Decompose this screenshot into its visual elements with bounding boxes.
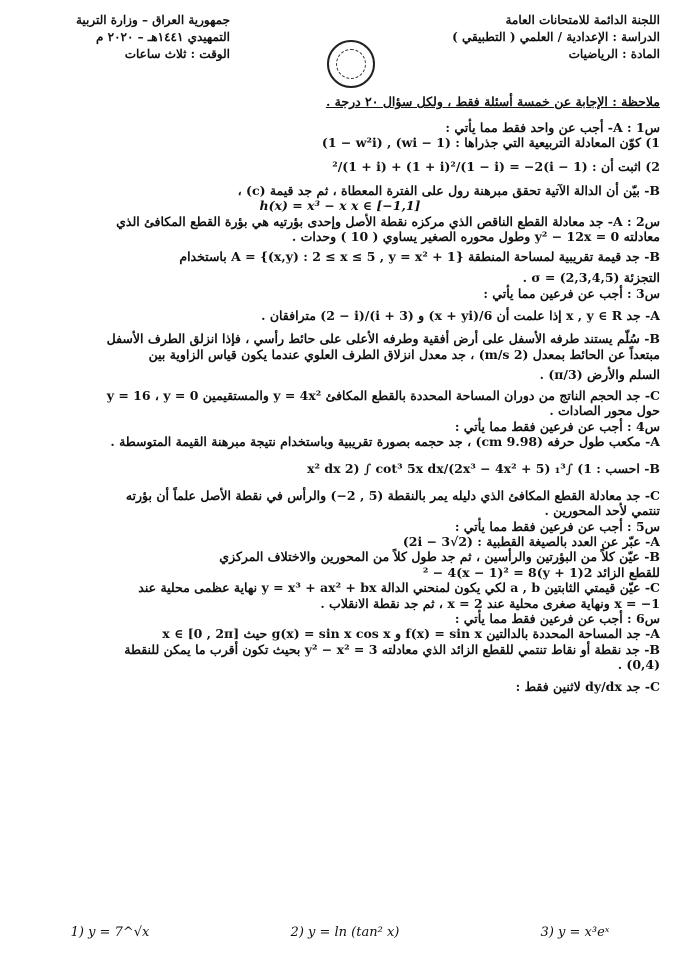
question-line: س5 : أجب عن فرعين فقط مما يأتي : [454, 518, 660, 534]
question-line: B- سُلّم يستند طرفه الأسفل على أرض أفقية وطرفه الأعلى على حائط رأسي ، فإذا انزلق الطرف الأسفل [106, 331, 660, 347]
question-line: A- جد المساحة المحددة بالدالتين f(x) = sin x و g(x) = sin x cos x حيث x ∈ [0 , 2π] [162, 626, 660, 642]
derivative-item: 2) y = ln (tan² x) [290, 925, 400, 940]
question-line: حول محور الصادات . [549, 403, 660, 419]
question-line: C- جد dy/dx لاثنين فقط : [515, 678, 660, 694]
question-line: س2 : A- جد معادلة القطع الناقص الذي مركزه نقطة الأصل وإحدى بؤرتيه هي بؤرة القطع المكافئ الذي [116, 213, 660, 229]
header-right-line: الدراسة : الإعدادية / العلمي ( التطبيقي ) [452, 30, 660, 44]
question-line: (0,4) . [617, 657, 660, 673]
question-line: B- عيّن كلاً من البؤرتين والرأسين ، ثم جد طول كلاً من المحورين والاختلاف المركزي [219, 549, 660, 565]
question-line: للقطع الزائد 2(y + 1)² − 4(x − 1)² = 8 [422, 564, 660, 580]
question-line: B- احسب : 1) ∫₁³ (2x³ − 4x² + 5)/x² dx 2) ∫ cot³ 5x dx [307, 460, 660, 476]
header-left [40, 12, 230, 63]
question-line: س1 : A- أجب عن واحد فقط مما يأتي : [445, 120, 660, 135]
question-line: C- جد الحجم الناتج من دوران المساحة المحددة بالقطع المكافئ y = 4x² والمستقيمين y = 16 ، y = 0 [106, 388, 660, 404]
question-line: س6 : أجب عن فرعين فقط مما يأتي : [454, 610, 660, 626]
question-line: 1) كوّن المعادلة التربيعية التي جذراها : (1 − wi) , (1 − w²i) [321, 135, 660, 151]
question-line: معادلته y² − 12x = 0 وطول محوره الصغير يساوي ( 10 ) وحدات . [291, 229, 660, 245]
question-line: A- جد x , y ∈ R إذا علمت أن 6/(x + yi) و (3 + i)/(2 − i) مترافقان . [261, 308, 660, 324]
question-line: س4 : أجب عن فرعين فقط مما يأتي : [454, 418, 660, 434]
question-line: C- جد معادلة القطع المكافئ الذي دليله يمر بالنقطة (5 , 2−) والرأس في نقطة الأصل علماً أن بؤرته [125, 487, 660, 503]
question-line: B- بيّن أن الدالة الآتية تحقق مبرهنة رول على الفترة المعطاة ، ثم جد قيمة (c) ، [237, 182, 660, 198]
question-line: التجزئة σ = (2,3,4,5) . [522, 270, 660, 286]
question-line: مبتعداً عن الحائط بمعدل (2 m/s) ، جد معدل انزلاق الطرف العلوي عندما يكون قياس الزاوية بين [148, 346, 660, 362]
question-line: B- جد قيمة تقريبية لمساحة المنطقة A = {(x,y) : 2 ≤ x ≤ 5 , y = x² + 1} باستخدام [179, 249, 660, 265]
question-line: h(x) = x³ − x x ∈ [−1,1] [259, 198, 421, 214]
header-right-line: اللجنة الدائمة للامتحانات العامة [505, 13, 660, 27]
derivative-items [0, 925, 680, 940]
header-left-line: التمهيدي ١٤٤١هـ – ٢٠٢٠ م [96, 30, 230, 44]
question-line: السلم والأرض (π/3) . [539, 367, 660, 383]
question-line: x = −1 ونهاية صغرى محلية عند x = 2 ، ثم جد نقطة الانقلاب . [320, 595, 660, 611]
header-right-line: المادة : الرياضيات [568, 47, 660, 61]
exam-note: ملاحظة : الإجابة عن خمسة أسئلة فقط ، ولكل سؤال ٢٠ درجة . [325, 94, 660, 109]
question-line: A- مكعب طول حرفه (9.98 cm) ، جد حجمه بصورة تقريبية وباستخدام نتيجة مبرهنة القيمة المتوسطة . [110, 434, 660, 450]
question-line: 2) اثبت أن : (1 − i)²/(1 + i) + (1 + i)²/(1 − i) = −2 [332, 158, 660, 174]
questions-body [20, 120, 660, 701]
question-line: C- عيّن قيمتي الثابتين a , b لكي يكون لمنحني الدالة y = x³ + ax² + bx نهاية عظمى محلية عند [138, 580, 660, 596]
question-line: B- جد نقطة أو نقاط تنتمي للقطع الزائد الذي معادلته y² − x² = 3 بحيث تكون أقرب ما يمكن للنقطة [124, 641, 660, 657]
header-left-line: جمهورية العراق – وزارة التربية [75, 13, 230, 27]
question-line: تنتمي لأحد المحورين . [544, 503, 660, 519]
question-line: A- عبّر عن العدد بالصيغة القطبية : (2√3 − 2i) [402, 533, 660, 549]
derivative-item: 3) y = x³eˣ [540, 925, 610, 940]
question-line: س3 : أجب عن فرعين مما يأتي : [483, 285, 660, 301]
header-right [360, 12, 660, 63]
header-left-line: الوقت : ثلاث ساعات [124, 47, 230, 61]
derivative-item: 1) y = 7^√x [70, 925, 150, 940]
